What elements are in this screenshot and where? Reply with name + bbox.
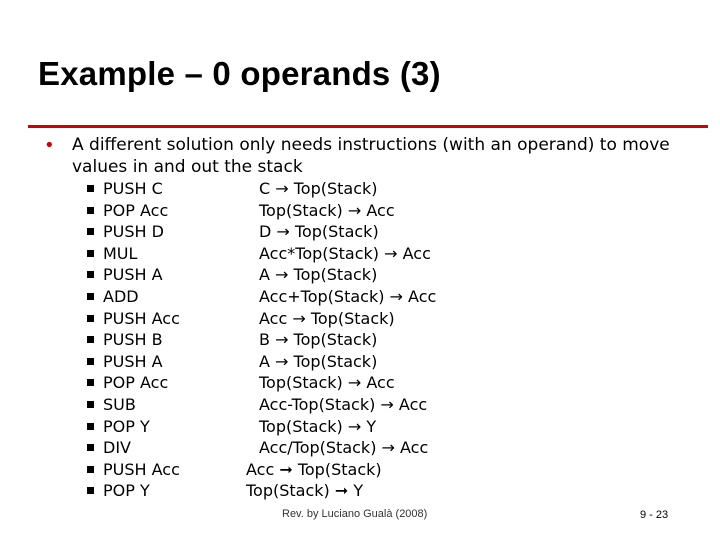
instruction-effect: C → Top(Stack) bbox=[259, 179, 378, 198]
instruction-list bbox=[0, 178, 720, 502]
list-item bbox=[0, 480, 720, 502]
list-item bbox=[0, 178, 720, 200]
instruction-effect: Acc ➞ Top(Stack) bbox=[246, 459, 382, 479]
square-bullet-icon bbox=[87, 336, 94, 343]
instruction-effect: Acc → Top(Stack) bbox=[259, 308, 395, 328]
square-bullet-icon bbox=[87, 487, 94, 494]
list-item bbox=[0, 394, 720, 416]
square-bullet-icon bbox=[87, 358, 94, 365]
instruction: PUSH B bbox=[103, 330, 163, 350]
square-bullet-icon bbox=[87, 401, 94, 408]
list-item bbox=[0, 437, 720, 459]
instruction: PUSH Acc bbox=[103, 459, 180, 479]
list-item bbox=[0, 221, 720, 243]
square-bullet-icon bbox=[87, 444, 94, 451]
list-item bbox=[0, 243, 720, 265]
square-bullet-icon bbox=[87, 271, 94, 278]
page-number: 9 - 23 bbox=[640, 509, 669, 521]
square-bullet-icon bbox=[87, 228, 94, 235]
instruction: PUSH A bbox=[103, 265, 163, 285]
square-bullet-icon bbox=[87, 379, 94, 386]
list-item bbox=[0, 200, 720, 222]
square-bullet-icon bbox=[87, 466, 94, 473]
title-divider bbox=[28, 125, 708, 128]
slide-title: Example – 0 operands (3) bbox=[38, 55, 441, 92]
instruction: PUSH C bbox=[103, 179, 163, 198]
list-item bbox=[0, 286, 720, 308]
instruction: DIV bbox=[103, 438, 131, 458]
square-bullet-icon bbox=[87, 207, 94, 214]
instruction: POP Y bbox=[103, 416, 150, 436]
instruction-effect: Top(Stack) → Acc bbox=[259, 373, 395, 393]
instruction-effect: Acc-Top(Stack) → Acc bbox=[259, 394, 428, 414]
instruction: PUSH A bbox=[103, 351, 163, 371]
list-item bbox=[0, 351, 720, 373]
footer-credit: Rev. by Luciano Gualà (2008) bbox=[282, 508, 428, 520]
instruction: SUB bbox=[103, 394, 136, 414]
list-item bbox=[0, 329, 720, 351]
square-bullet-icon bbox=[87, 250, 94, 257]
instruction: POP Acc bbox=[103, 373, 169, 393]
instruction-effect: A → Top(Stack) bbox=[259, 351, 378, 371]
instruction: POP Acc bbox=[103, 200, 169, 220]
instruction-effect: Acc+Top(Stack) → Acc bbox=[259, 286, 437, 306]
instruction: POP Y bbox=[103, 481, 150, 501]
list-item bbox=[0, 264, 720, 286]
instruction: ADD bbox=[103, 286, 139, 306]
instruction-effect: Top(Stack) → Y bbox=[259, 416, 377, 436]
instruction-effect: Top(Stack) → Acc bbox=[259, 200, 395, 220]
square-bullet-icon bbox=[87, 185, 94, 192]
instruction: PUSH Acc bbox=[103, 308, 180, 328]
instruction-effect: Acc*Top(Stack) → Acc bbox=[259, 243, 431, 263]
square-bullet-icon bbox=[87, 315, 94, 322]
instruction-effect: Top(Stack) ➞ Y bbox=[246, 481, 364, 501]
instruction-effect: D → Top(Stack) bbox=[259, 222, 379, 242]
square-bullet-icon bbox=[87, 293, 94, 300]
list-item bbox=[0, 308, 720, 330]
instruction-effect: A → Top(Stack) bbox=[259, 265, 378, 285]
instruction-effect: Acc/Top(Stack) → Acc bbox=[259, 438, 429, 458]
list-item bbox=[0, 416, 720, 438]
instruction: PUSH D bbox=[103, 222, 164, 242]
list-item bbox=[0, 459, 720, 481]
square-bullet-icon bbox=[87, 423, 94, 430]
list-item bbox=[0, 372, 720, 394]
bullet-marker: • bbox=[44, 135, 55, 156]
instruction: MUL bbox=[103, 243, 138, 263]
instruction-effect: B → Top(Stack) bbox=[259, 330, 378, 350]
intro-text: A different solution only needs instructions (with an operand) to move values in and out the stack bbox=[72, 135, 670, 177]
